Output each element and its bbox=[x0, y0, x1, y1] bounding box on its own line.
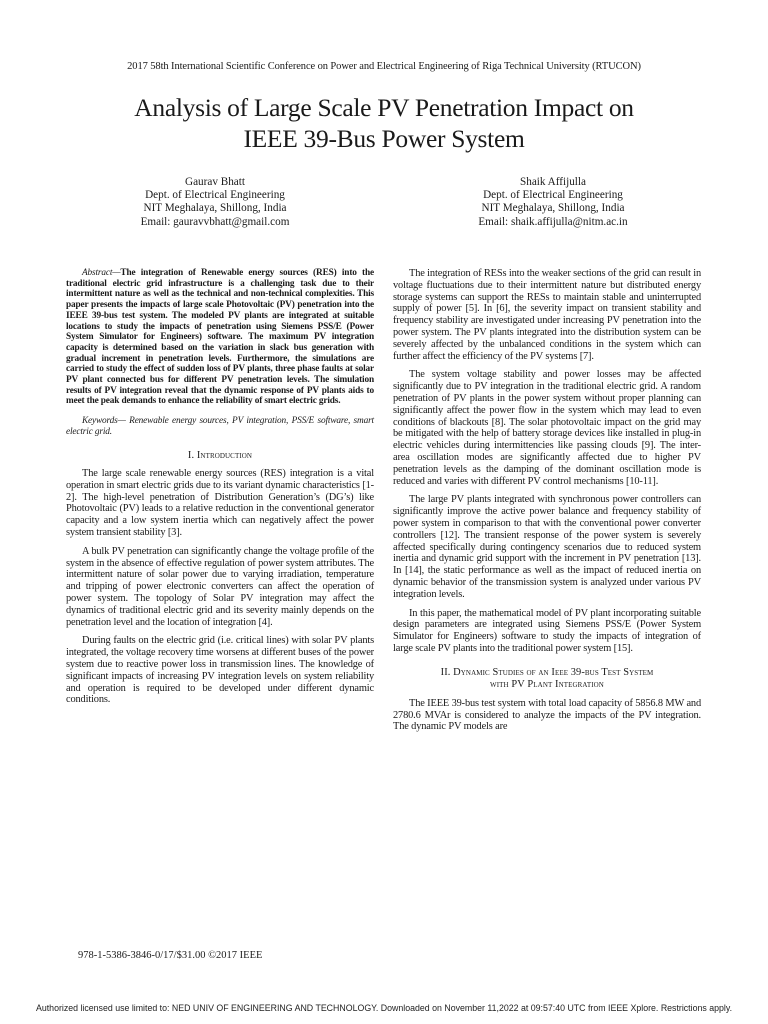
section-heading-line-1: II. Dynamic Studies of an Ieee 39-bus Test System bbox=[440, 666, 654, 678]
author-dept: Dept. of Electrical Engineering bbox=[145, 189, 285, 202]
section-heading-introduction: I. Introduction bbox=[187, 449, 253, 461]
copyright-identifier: 978-1-5386-3846-0/17/$31.00 ©2017 IEEE bbox=[78, 950, 263, 961]
title-line-1: Analysis of Large Scale PV Penetration Impact on bbox=[134, 93, 634, 122]
abstract-lead: Abstract— bbox=[82, 268, 121, 278]
keywords: Keywords— Renewable energy sources, PV integration, PSS/E software, smart electric grid. bbox=[66, 416, 374, 437]
body-paragraph: The system voltage stability and power losses may be affected significantly due to PV integration in the traditional electric grid. A random penetration of PV plants in the power system without proper planning can significantly affect the power flow in the system which may lead to even conditions of blackouts [8]. The solar photovoltaic impact on the grid may be mitigated with the help of battery storage devices like installed in plug-in electric vehicles during intermittencies like passing clouds [9]. The inter-area oscillation modes are significantly affected due to higher PV penetration levels as the damping of the dominant oscillation mode is reduced and varies with different PV control mechanisms [10-11]. bbox=[393, 369, 701, 487]
author-institution: NIT Meghalaya, Shillong, India bbox=[481, 202, 625, 215]
intro-paragraph: The large scale renewable energy sources (RES) integration is a vital operation in smart electric grids due to its variant dynamic characteristics [1-2]. The high-level penetration of Distribution Generation’s (DG’s) like Photovoltaic (PV) leads to a relative reduction in the conventional generator capacity and a low system inertia which can negatively affect the power system transient stability [3]. bbox=[66, 468, 374, 539]
body-paragraph: The integration of RESs into the weaker sections of the grid can result in voltage fluctuations due to their intermittent nature but distributed energy storage systems can support the RESs to maintain stable and uninterrupted supply of power [5]. In [6], the severity impact on transient stability and frequency stability are investigated under increasing PV penetration into the power system. The PV plants integrated into the distribution system can be severely affected by the unbalanced conditions in the system which can further affect the efficiency of the PV systems [7]. bbox=[393, 268, 701, 362]
section2-paragraph: The IEEE 39-bus test system with total load capacity of 5856.8 MW and 2780.6 MVAr is considered to analyze the impacts of the PV integration. The dynamic PV models are bbox=[393, 697, 701, 733]
author-dept: Dept. of Electrical Engineering bbox=[483, 189, 623, 202]
author-email: Email: gauravvbhatt@gmail.com bbox=[140, 215, 290, 228]
conference-header: 2017 58th International Scientific Conference on Power and Electrical Engineering of Riga Technical University (RTUCON) bbox=[127, 61, 641, 72]
author-name: Gaurav Bhatt bbox=[185, 176, 245, 188]
section-heading-dynamic-studies bbox=[393, 667, 701, 692]
title-line-2: IEEE 39-Bus Power System bbox=[243, 124, 525, 153]
right-column bbox=[393, 268, 701, 740]
intro-paragraph: During faults on the electric grid (i.e. critical lines) with solar PV plants integrated, the voltage recovery time worsens at different buses of the power system due to reactive power loss in transmission lines. The knowledge of significant impacts of increasing PV integration levels on system reliability and operation is required to be developed under different dynamic conditions. bbox=[66, 635, 374, 706]
body-paragraph: In this paper, the mathematical model of PV plant incorporating suitable design parameters are integrated using Siemens PSS/E (Power System Simulator for Engineers) software to study the impacts of integration of large scale PV plants into the traditional power system [15]. bbox=[393, 607, 701, 654]
author-name: Shaik Affijulla bbox=[520, 176, 586, 188]
paper-title bbox=[40, 92, 728, 154]
abstract bbox=[66, 268, 374, 407]
body-paragraph: The large PV plants integrated with synchronous power controllers can significantly improve the active power balance and frequency stability of power system in comparison to that with the conventional power converter controllers [12]. The transient response of the power system is severely affected specifically during contingency scenarios due to reduced system inertia and dynamic grid support with the increment in PV penetration [13]. In [14], the static performance as well as the impact of reduced inertia on dynamic behavior of the transmission system is analyzed under various PV integration levels. bbox=[393, 494, 701, 600]
author-block-2 bbox=[433, 176, 673, 229]
author-block-1 bbox=[95, 176, 335, 229]
author-email: Email: shaik.affijulla@nitm.ac.in bbox=[478, 215, 628, 228]
intro-paragraph: A bulk PV penetration can significantly change the voltage profile of the system in the absence of effective regulation of power system attributes. The intermittent nature of solar power due to varying irradiation, temperature and tripping of power electronic converters can affect the operation of power system. The topology of Solar PV integration may affect the dynamics of traditional electric grid and its severity mainly depends on the penetration level and the location of integration [4]. bbox=[66, 545, 374, 628]
author-institution: NIT Meghalaya, Shillong, India bbox=[143, 202, 287, 215]
left-column bbox=[66, 268, 374, 713]
section-heading-line-2: with PV Plant Integration bbox=[490, 679, 604, 691]
license-notice: Authorized licensed use limited to: NED UNIV OF ENGINEERING AND TECHNOLOGY. Downloaded on November 11,2022 at 09:57:40 UTC from IEEE Xplore. Restrictions apply. bbox=[35, 1003, 733, 1013]
abstract-body: The integration of Renewable energy sources (RES) into the traditional electric grid infrastructure is a challenging task due to their intermittent nature as well as the technical and non-technical complexities. This paper presents the impacts of large scale Photovoltaic (PV) penetration into the IEEE 39-bus test system. The modeled PV plants are integrated at suitable locations to study the impacts of penetration using Siemens PSS/E (Power System Simulator for Engineers) software. The maximum PV integration capacity is determined based on the variation in slack bus generation with gradual increment in penetration levels. Furthermore, the simulations are carried to study the effect of sudden loss of PV plants, three phase faults at solar PV plant connected bus for different PV penetration levels. The simulation results of PV integration reveal that the dynamic response of PV plants aids to meet the peak demands to enhance the reliability of smart electric grids. bbox=[66, 268, 374, 407]
